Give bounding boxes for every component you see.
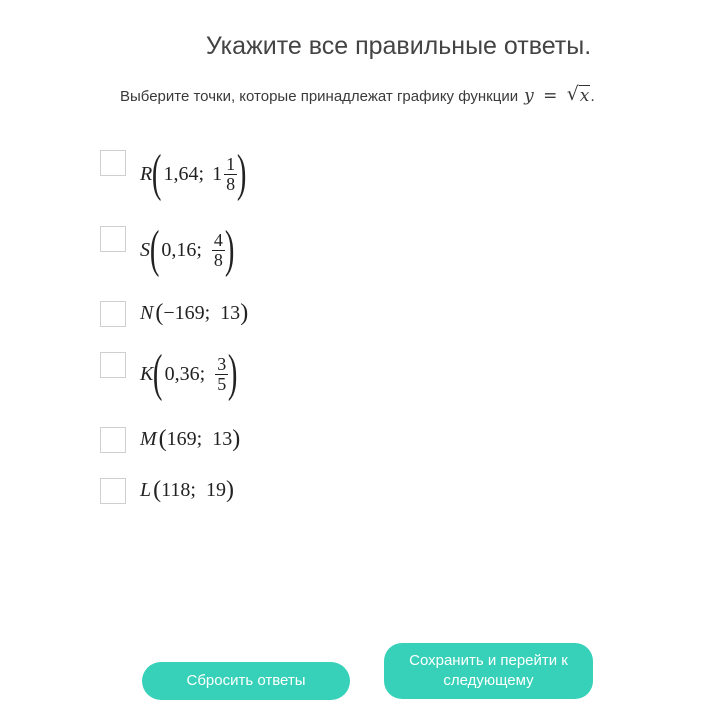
point-coords: 118; 19: [161, 479, 226, 501]
fraction-numerator: 3: [217, 353, 227, 374]
point-y-whole: 1: [212, 162, 223, 185]
function-lhs: y: [524, 86, 534, 106]
fraction-numerator: 1: [226, 153, 236, 174]
checkbox-k[interactable]: [100, 352, 126, 378]
point-coords: −169; 13: [163, 302, 241, 324]
right-paren: ): [232, 426, 241, 452]
page-title: Укажите все правильные ответы.: [205, 32, 592, 60]
point-name: K: [140, 362, 154, 385]
left-paren: (: [155, 300, 164, 326]
option-l-label: [140, 477, 234, 504]
left-paren: (: [149, 221, 160, 278]
fraction-denominator: 8: [226, 173, 236, 194]
left-paren: (: [153, 345, 163, 402]
point-name: S: [140, 238, 150, 261]
left-paren: (: [158, 426, 167, 452]
checkbox-n[interactable]: [100, 301, 126, 327]
fraction-denominator: 8: [213, 249, 223, 270]
option-k-label: [140, 345, 238, 402]
right-paren: ): [240, 300, 249, 326]
left-paren: (: [152, 145, 162, 202]
reset-answers-button[interactable]: Сбросить ответы: [142, 662, 350, 700]
fraction-numerator: 4: [213, 229, 223, 250]
function-formula: [524, 86, 595, 106]
option-n-label: [140, 300, 248, 327]
option-r-label: [140, 145, 247, 202]
checkbox-s[interactable]: [100, 226, 126, 252]
fraction-denominator: 5: [217, 373, 227, 394]
option-s-label: [140, 221, 235, 278]
right-paren: ): [225, 477, 234, 503]
left-paren: (: [153, 477, 162, 503]
sqrt-icon: [567, 86, 591, 106]
point-x: 0,36;: [164, 362, 206, 385]
point-x: 0,16;: [161, 238, 202, 261]
point-name: R: [140, 162, 153, 185]
instruction-text: Выберите точки, которые принадлежат графику функции: [120, 87, 519, 105]
right-paren: ): [224, 221, 235, 278]
save-and-next-button[interactable]: Сохранить и перейти к следующему: [384, 643, 593, 699]
point-name: L: [140, 479, 152, 501]
point-name: N: [140, 302, 154, 324]
instruction: [120, 86, 595, 106]
checkbox-l[interactable]: [100, 478, 126, 504]
point-coords: 169; 13: [166, 428, 233, 450]
point-y-fraction: [224, 155, 237, 194]
function-end: .: [590, 89, 595, 105]
option-m-label: [140, 426, 240, 453]
point-name: M: [140, 428, 157, 450]
checkbox-m[interactable]: [100, 427, 126, 453]
point-y-fraction: [215, 355, 228, 394]
checkbox-r[interactable]: [100, 150, 126, 176]
function-eq: =: [543, 86, 558, 106]
function-radicand: x: [579, 86, 590, 106]
point-y-fraction: [212, 231, 225, 270]
right-paren: ): [237, 145, 247, 202]
point-x: 1,64;: [163, 162, 205, 185]
right-paren: ): [228, 345, 238, 402]
